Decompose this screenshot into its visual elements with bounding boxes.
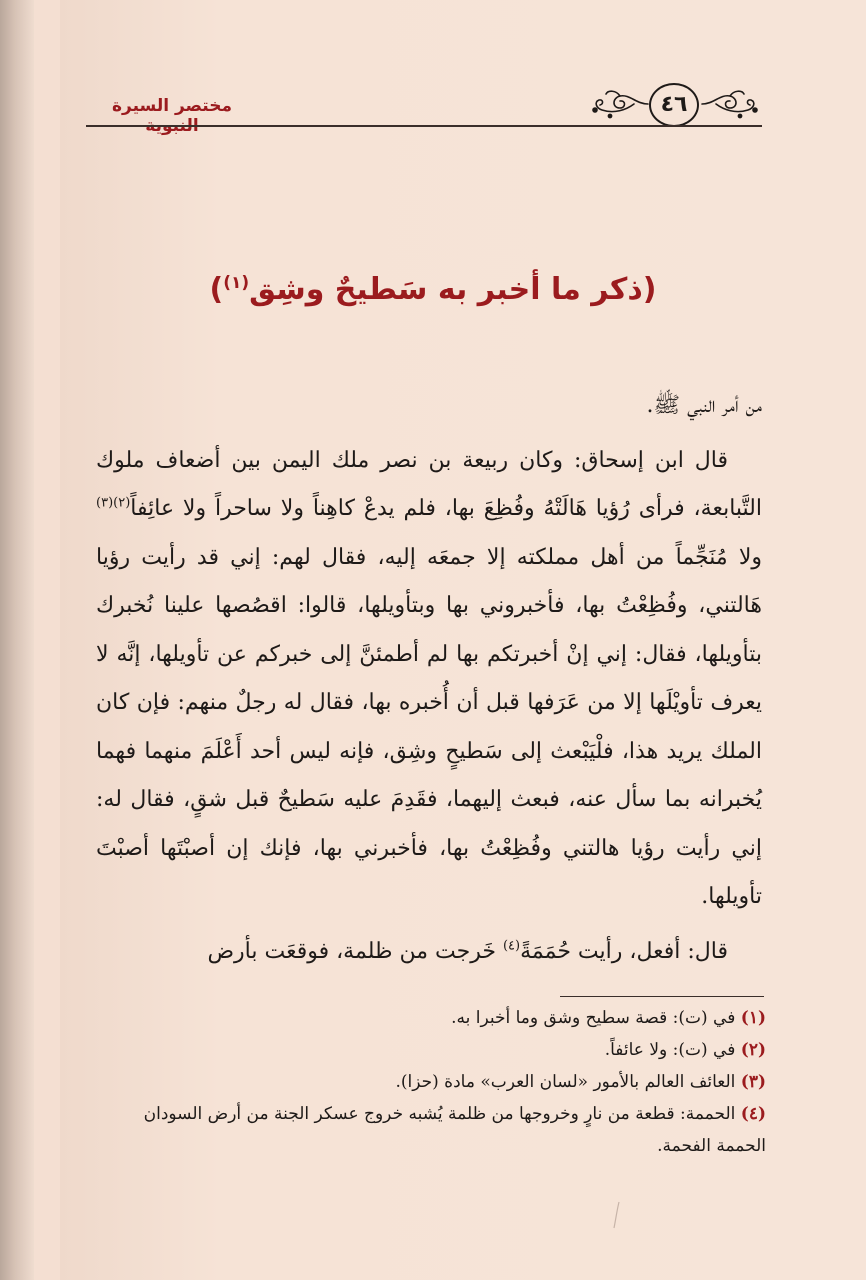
footnote xyxy=(96,1002,766,1034)
pencil-mark xyxy=(612,1200,622,1230)
paragraph-text: خَرجت من ظلمة، فوقعَت بأرض xyxy=(207,938,503,964)
paragraph xyxy=(96,928,762,977)
book-spine-shadow xyxy=(0,0,34,1280)
paragraph: من أمر النبي ﷺ. xyxy=(646,393,762,418)
footnote-number: (٣) xyxy=(740,1072,766,1092)
header-divider xyxy=(86,125,762,127)
footnote-number: (٢) xyxy=(740,1040,766,1060)
paragraph-text: قال: أفعل، رأيت حُمَمَةً xyxy=(520,938,728,964)
chapter-footnote-ref: (١) xyxy=(223,273,250,293)
paragraph xyxy=(96,437,762,922)
page-number: ٤٦ xyxy=(649,83,699,127)
footnote-text: في (ت): قصة سطيح وشق وما أخبرا به. xyxy=(451,1008,736,1028)
chapter-title: (ذكر ما أخبر به سَطيحٌ وشِق xyxy=(249,272,657,307)
footnote-text: الحممة: قطعة من نارٍ وخروجها من ظلمة يُشبه خروج عسكر الجنة من أرض السودان الحممة الفحمة. xyxy=(143,1104,766,1156)
chapter-title-close: ) xyxy=(209,272,224,307)
footnote-text: في (ت): ولا عائفاً. xyxy=(604,1040,736,1060)
footnote xyxy=(96,1066,766,1098)
footnotes xyxy=(96,1002,766,1162)
chapter-heading xyxy=(100,272,766,307)
page-number-ornament xyxy=(590,80,760,128)
footnote-divider xyxy=(560,996,764,997)
footnote xyxy=(96,1034,766,1066)
footnote-ref: (٢)(٣) xyxy=(96,495,131,511)
footnote-text: العائف العالم بالأمور «لسان العرب» مادة (حزا). xyxy=(395,1072,736,1092)
main-text xyxy=(96,382,762,976)
footnote-number: (٤) xyxy=(740,1104,766,1124)
paragraph-text: ولا مُنَجِّماً من أهل مملكته إلا جمعَه إليه، فقال لهم: إني قد رأيت رؤيا هَالتني، وفُظِعْتُ بها، فأخبروني بها وبتأويلها، قالوا: اقصُصها علينا نُخبرك بتأويلها، فقال: إني إنْ أخبرتكم بها لم أطمئنَّ إلى خبركم عن تأويلها، إنَّه لا يعرف تأويْلَها إلا من عَرَفها قبل أن أُخبره بها، فقال له رجلٌ منهم: فإن كان الملك يريد هذا، فلْيَبْعث إلى سَطيحٍ وشِق، فإنه ليس أحد أَعْلَمَ منهما فهما يُخبرانه بما سأل عنه، فبعث إليهما، فقَدِمَ عليه سَطيحٌ قبل شقٍ، فقال له: إني رأيت رؤيا هالتني وفُظِعْتُ بها، فأخبرني بها، فإنك إن أصبْتَها أصبْتَ تأويلها. xyxy=(96,544,762,909)
footnote-number: (١) xyxy=(740,1008,766,1028)
paragraph-text: قال ابن إسحاق: وكان ربيعة بن نصر ملك اليمن بين أضعاف ملوك التَّبابعة، فرأى رُؤيا هَالَتْهُ وفُظِعَ بها، فلم يدعْ كاهِناً ولا ساحراً ولا عائِفاً xyxy=(96,447,762,521)
running-title: مختصر السيرة النبوية xyxy=(111,96,233,136)
footnote-ref: (٤) xyxy=(502,938,521,954)
footnote xyxy=(96,1098,766,1162)
